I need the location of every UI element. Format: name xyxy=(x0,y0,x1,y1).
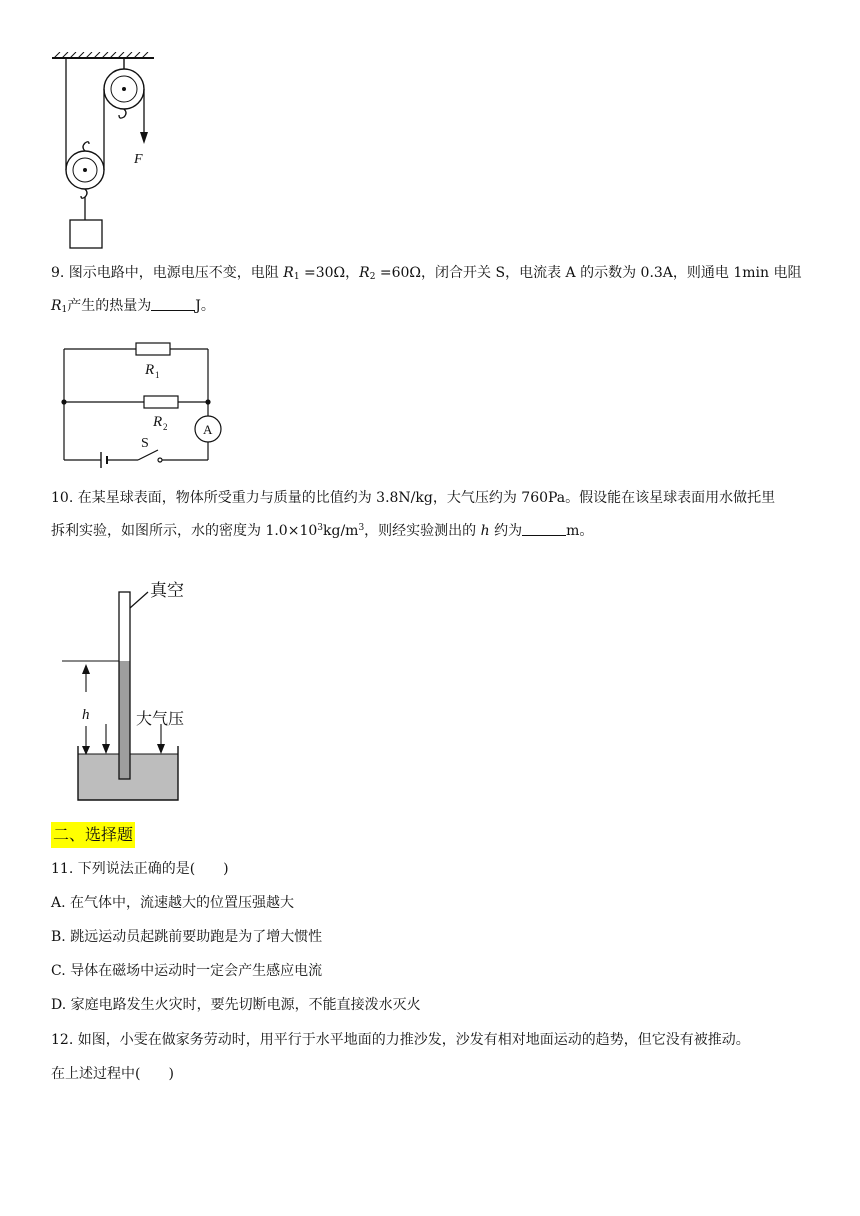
q9-prefix: 9. 图示电路中，电源电压不变，电阻 xyxy=(51,265,284,281)
q10-line1-text: 10. 在某星球表面，物体所受重力与质量的比值约为 3.8N/kg，大气压约为 760Pa。假设能在该星球表面用水做托里 xyxy=(51,490,776,506)
answer-blank[interactable] xyxy=(151,297,195,311)
q10-sup-b: 3 xyxy=(358,523,365,533)
q9-r2-sub: 2 xyxy=(369,272,376,282)
q9-line1 xyxy=(51,263,802,283)
r1-label: R xyxy=(145,362,155,378)
force-label: F xyxy=(134,152,143,167)
atm-label: 大气压 xyxy=(136,709,185,728)
q9-line2-r1-var: R xyxy=(51,298,62,314)
torricelli-figure xyxy=(62,574,212,806)
q11-option-c[interactable]: C. 导体在磁场中运动时一定会产生感应电流 xyxy=(51,963,323,979)
q9-r1-value: =30Ω， xyxy=(299,265,360,281)
q9-unit: J。 xyxy=(195,298,215,314)
q11-option-d[interactable]: D. 家庭电路发生火灾时，要先切断电源，不能直接泼水灭火 xyxy=(51,997,421,1013)
r2-label-sub: 2 xyxy=(163,422,168,432)
q10-line2 xyxy=(51,521,593,541)
q11-option-b[interactable]: B. 跳远运动员起跳前要助跑是为了增大惯性 xyxy=(51,929,323,945)
r2-label: R xyxy=(153,414,163,430)
q9-line2-text: 产生的热量为 xyxy=(67,298,152,314)
q12-line2: 在上述过程中( ) xyxy=(51,1066,174,1082)
switch-label: S xyxy=(141,436,149,451)
q10-text-d: 约为 xyxy=(489,523,523,539)
section-title: 二、选择题 xyxy=(51,822,135,848)
q10-line1 xyxy=(51,488,775,508)
r1-label-sub: 1 xyxy=(155,370,160,380)
q9-r1-sub: 1 xyxy=(293,272,300,282)
q10-text-b: kg/m xyxy=(323,523,359,539)
q10-var-h: h xyxy=(480,523,490,539)
q10-sup-a: 3 xyxy=(317,523,323,533)
answer-blank[interactable] xyxy=(522,522,566,536)
q10-unit: m。 xyxy=(566,523,594,539)
q11-option-a[interactable]: A. 在气体中，流速越大的位置压强越大 xyxy=(51,895,295,911)
q10-text-a: 拆利实验，如图所示，水的密度为 1.0×10 xyxy=(51,523,318,539)
q9-line2 xyxy=(51,296,215,316)
q9-r1-var: R xyxy=(283,265,294,281)
circuit-figure xyxy=(58,340,228,470)
q12-line1: 12. 如图，小雯在做家务劳动时，用平行于水平地面的力推沙发，沙发有相对地面运动的趋势，但它没有被推动。 xyxy=(51,1032,750,1048)
q9-r2-value: =60Ω，闭合开关 S，电流表 A 的示数为 0.3A，则通电 1min 电阻 xyxy=(375,265,802,281)
height-label: h xyxy=(82,707,90,723)
q11-stem: 11. 下列说法正确的是( ) xyxy=(51,861,229,877)
q10-text-c: ，则经实验测出的 xyxy=(364,523,481,539)
pulley-figure xyxy=(50,52,160,252)
ammeter-label: A xyxy=(203,422,213,437)
vacuum-label: 真空 xyxy=(150,581,184,601)
q9-r2-var: R xyxy=(359,265,370,281)
q9-line2-r1-sub: 1 xyxy=(61,305,68,315)
